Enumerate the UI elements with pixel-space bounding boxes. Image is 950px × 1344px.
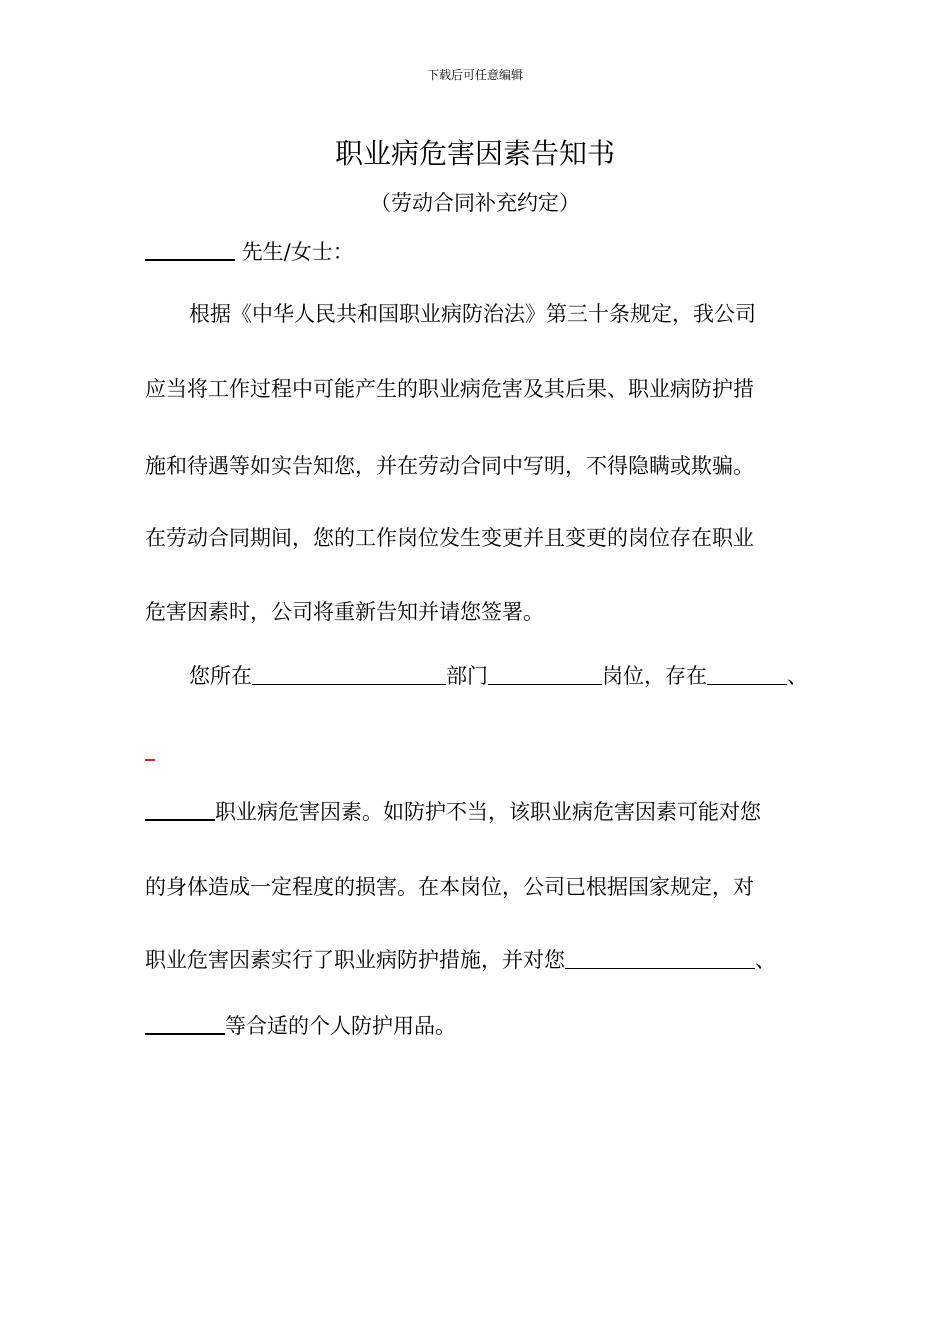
p2-line5-text: 等合适的个人防护用品。 bbox=[225, 1014, 456, 1038]
salutation-text: 先生/女士： bbox=[241, 240, 354, 264]
hazard-blank-1 bbox=[707, 664, 787, 685]
salutation-line bbox=[145, 238, 354, 266]
paragraph2-line4 bbox=[145, 946, 776, 974]
paragraph1-line4: 在劳动合同期间，您的工作岗位发生变更并且变更的岗位存在职业 bbox=[145, 526, 754, 550]
department-blank bbox=[252, 664, 446, 685]
equipment-blank-2 bbox=[145, 1013, 225, 1035]
paragraph2-line3: 的身体造成一定程度的损害。在本岗位，公司已根据国家规定，对 bbox=[145, 875, 754, 899]
paragraph1-line2: 应当将工作过程中可能产生的职业病危害及其后果、职业病防护措 bbox=[145, 377, 754, 401]
document-subtitle: （劳动合同补充约定） bbox=[370, 191, 580, 215]
hazard-blank-2 bbox=[145, 799, 215, 821]
p2-text-c: 岗位，存在 bbox=[602, 664, 707, 688]
document-title: 职业病危害因素告知书 bbox=[334, 137, 615, 170]
paragraph1-line1: 根据《中华人民共和国职业病防治法》第三十条规定，我公司 bbox=[189, 302, 756, 326]
paragraph2-line2 bbox=[145, 798, 761, 826]
p2-text-d: 、 bbox=[787, 664, 808, 688]
p2-text-a: 您所在 bbox=[189, 664, 252, 688]
header-note: 下载后可任意编辑 bbox=[426, 68, 523, 82]
p2-line4-text: 职业危害因素实行了职业病防护措施，并对您 bbox=[145, 948, 565, 972]
red-underline-mark bbox=[145, 759, 155, 761]
paragraph2-line1 bbox=[189, 662, 808, 690]
p2-line4-sep: 、 bbox=[755, 948, 776, 972]
p2-line2-text: 职业病危害因素。如防护不当，该职业病危害因素可能对您 bbox=[215, 800, 761, 824]
position-blank bbox=[488, 664, 602, 685]
paragraph1-line5: 危害因素时，公司将重新告知并请您签署。 bbox=[145, 600, 544, 624]
paragraph1-line3: 施和待遇等如实告知您，并在劳动合同中写明，不得隐瞒或欺骗。 bbox=[145, 454, 754, 478]
equipment-blank-1 bbox=[565, 948, 755, 969]
p2-text-b: 部门 bbox=[446, 664, 488, 688]
paragraph2-line5 bbox=[145, 1012, 456, 1040]
name-blank bbox=[145, 239, 235, 261]
